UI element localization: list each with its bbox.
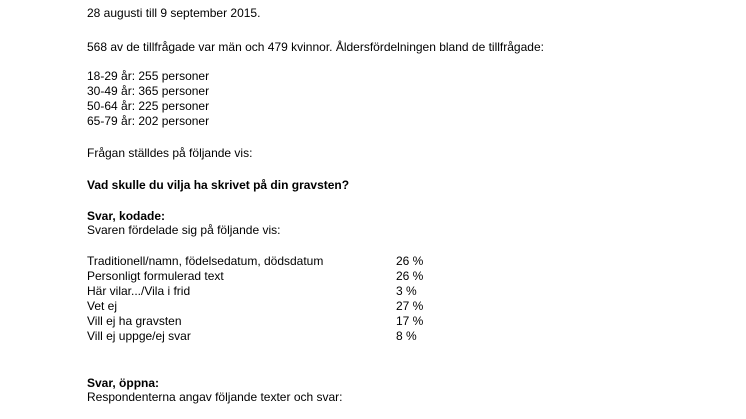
table-row <box>87 329 507 344</box>
table-row <box>87 284 507 299</box>
answer-label: Vill ej uppge/ej svar <box>87 329 191 343</box>
answer-percentage: 27 % <box>396 299 424 313</box>
age-group-item: 18-29 år: 255 personer <box>87 69 210 83</box>
table-row <box>87 254 507 269</box>
answer-label: Vill ej ha gravsten <box>87 314 182 328</box>
table-row <box>87 299 507 314</box>
question-intro: Frågan ställdes på följande vis: <box>87 146 253 160</box>
open-answers-heading: Svar, öppna: <box>87 376 160 390</box>
coded-answers-heading: Svar, kodade: <box>87 209 166 223</box>
demographics-intro: 568 av de tillfrågade var män och 479 kvinnor. Åldersfördelningen bland de tillfrågade: <box>87 40 544 54</box>
age-group-item: 65-79 år: 202 personer <box>87 114 210 128</box>
answer-label: Personligt formulerad text <box>87 269 224 283</box>
answer-percentage: 26 % <box>396 254 424 268</box>
document-page <box>87 0 727 419</box>
answer-percentage: 8 % <box>396 329 417 343</box>
table-row <box>87 269 507 284</box>
answer-percentage: 26 % <box>396 269 424 283</box>
answer-percentage: 3 % <box>396 284 417 298</box>
age-group-item: 30-49 år: 365 personer <box>87 84 210 98</box>
question-text: Vad skulle du vilja ha skrivet på din gravsten? <box>87 178 350 192</box>
age-group-item: 50-64 år: 225 personer <box>87 99 210 113</box>
open-answers-intro: Respondenterna angav följande texter och svar: <box>87 390 343 404</box>
survey-period: 28 augusti till 9 september 2015. <box>87 6 261 20</box>
answer-label: Traditionell/namn, födelsedatum, dödsdatum <box>87 254 324 268</box>
coded-answers-intro: Svaren fördelade sig på följande vis: <box>87 223 281 237</box>
answer-percentage: 17 % <box>396 314 424 328</box>
table-row <box>87 314 507 329</box>
answer-label: Vet ej <box>87 299 118 313</box>
answer-label: Här vilar.../Vila i frid <box>87 284 191 298</box>
